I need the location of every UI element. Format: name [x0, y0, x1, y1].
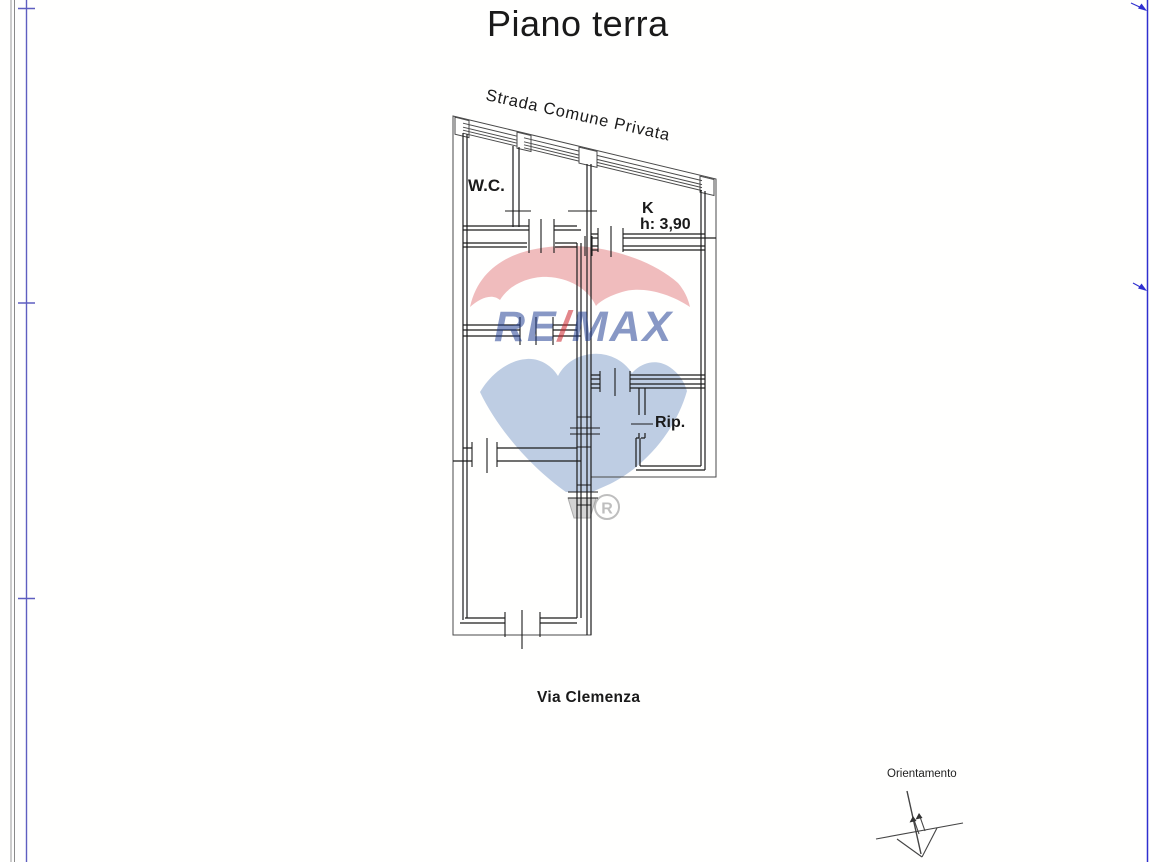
- balloon-basket-icon: [568, 498, 596, 518]
- orientation-label: Orientamento: [887, 768, 957, 780]
- street-label-top: Strada Comune Privata: [484, 86, 672, 145]
- remax-logo-re: RE: [494, 303, 558, 351]
- room-label-kitchen-height: h: 3,90: [640, 216, 691, 233]
- room-label-storage: Rip.: [655, 414, 686, 431]
- north-compass-icon: [876, 791, 963, 857]
- balloon-top-icon: [470, 246, 690, 307]
- registered-trademark-icon: [595, 495, 619, 519]
- remax-logo-max: MAX: [571, 303, 674, 351]
- remax-logo-text: [494, 303, 673, 352]
- street-label-bottom: Via Clemenza: [537, 689, 641, 706]
- page-title: Piano terra: [487, 3, 669, 44]
- room-label-wc: W.C.: [468, 176, 505, 195]
- frame-blue-line-left: [18, 0, 35, 862]
- remax-balloon-watermark: [470, 246, 690, 519]
- remax-logo-slash: /: [557, 303, 572, 351]
- svg-text:R: R: [601, 500, 613, 518]
- frame-blue-line-right: [1131, 0, 1148, 862]
- room-label-kitchen: K: [642, 200, 654, 217]
